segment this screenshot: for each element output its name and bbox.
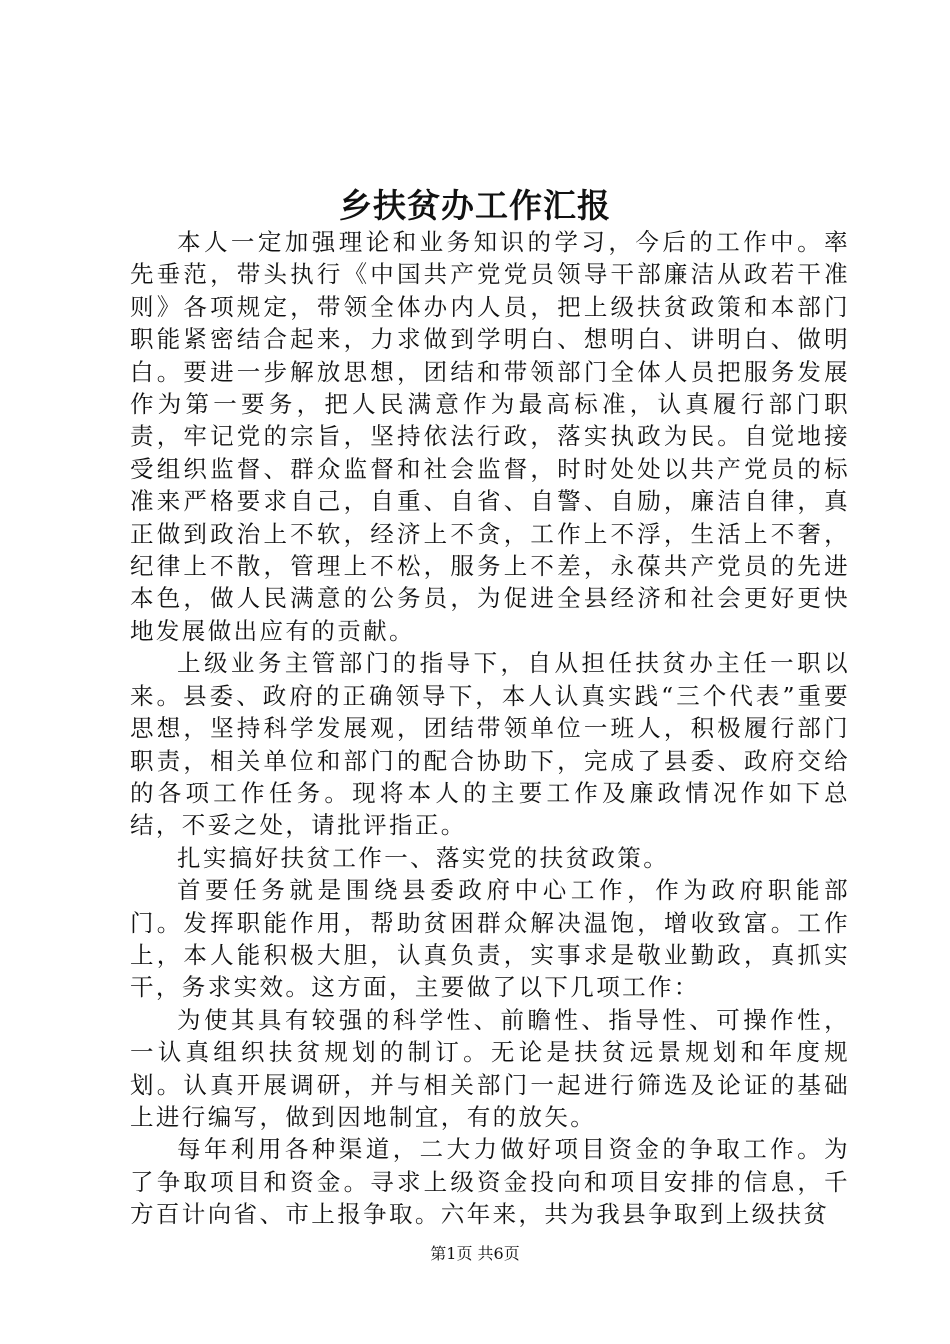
page-number-footer: 第1页 共6页	[430, 1244, 520, 1263]
paragraph-6: 每年利用各种渠道，二大力做好项目资金的争取工作。为了争取项目和资金。寻求上级资金投向和项目安排的信息，千方百计向省、市上报争取。六年来，共为我县争取到上级扶贫	[130, 1135, 850, 1229]
document-title: 乡扶贫办工作汇报	[339, 186, 611, 225]
document-body	[130, 226, 850, 1231]
paragraph-1: 本人一定加强理论和业务知识的学习，今后的工作中。率先垂范，带头执行《中国共产党党员领导干部廉洁从政若干准则》各项规定，带领全体办内人员，把上级扶贫政策和本部门职能紧密结合起来，力求做到学明白、想明白、讲明白、做明白。要进一步解放思想，团结和带领部门全体人员把服务发展作为第一要务，把人民满意作为最高标准，认真履行部门职责，牢记党的宗旨，坚持依法行政，落实执政为民。自觉地接受组织监督、群众监督和社会监督，时时处处以共产党员的标准来严格要求自己，自重、自省、自警、自励，廉洁自律，真正做到政治上不软，经济上不贪，工作上不浮，生活上不奢，纪律上不散，管理上不松，服务上不差，永葆共产党员的先进本色，做人民满意的公务员，为促进全县经济和社会更好更快地发展做出应有的贡献。	[130, 228, 850, 645]
paragraph-5: 为使其具有较强的科学性、前瞻性、指导性、可操作性，一认真组织扶贫规划的制订。无论是扶贫远景规划和年度规划。认真开展调研，并与相关部门一起进行筛选及论证的基础上进行编写，做到因地制宜，有的放矢。	[130, 1005, 850, 1131]
paragraph-2: 上级业务主管部门的指导下，自从担任扶贫办主任一职以来。县委、政府的正确领导下，本人认真实践“三个代表”重要思想，坚持科学发展观，团结带领单位一班人，积极履行部门职责，相关单位和部门的配合协助下，完成了县委、政府交给的各项工作任务。现将本人的主要工作及廉政情况作如下总结，不妥之处，请批评指正。	[130, 649, 850, 840]
paragraph-4: 首要任务就是围绕县委政府中心工作，作为政府职能部门。发挥职能作用，帮助贫困群众解决温饱，增收致富。工作上，本人能积极大胆，认真负责，实事求是敬业勤政，真抓实干，务求实效。这方面，主要做了以下几项工作：	[130, 876, 850, 1002]
paragraph-3: 扎实搞好扶贫工作一、落实党的扶贫政策。	[177, 843, 670, 872]
